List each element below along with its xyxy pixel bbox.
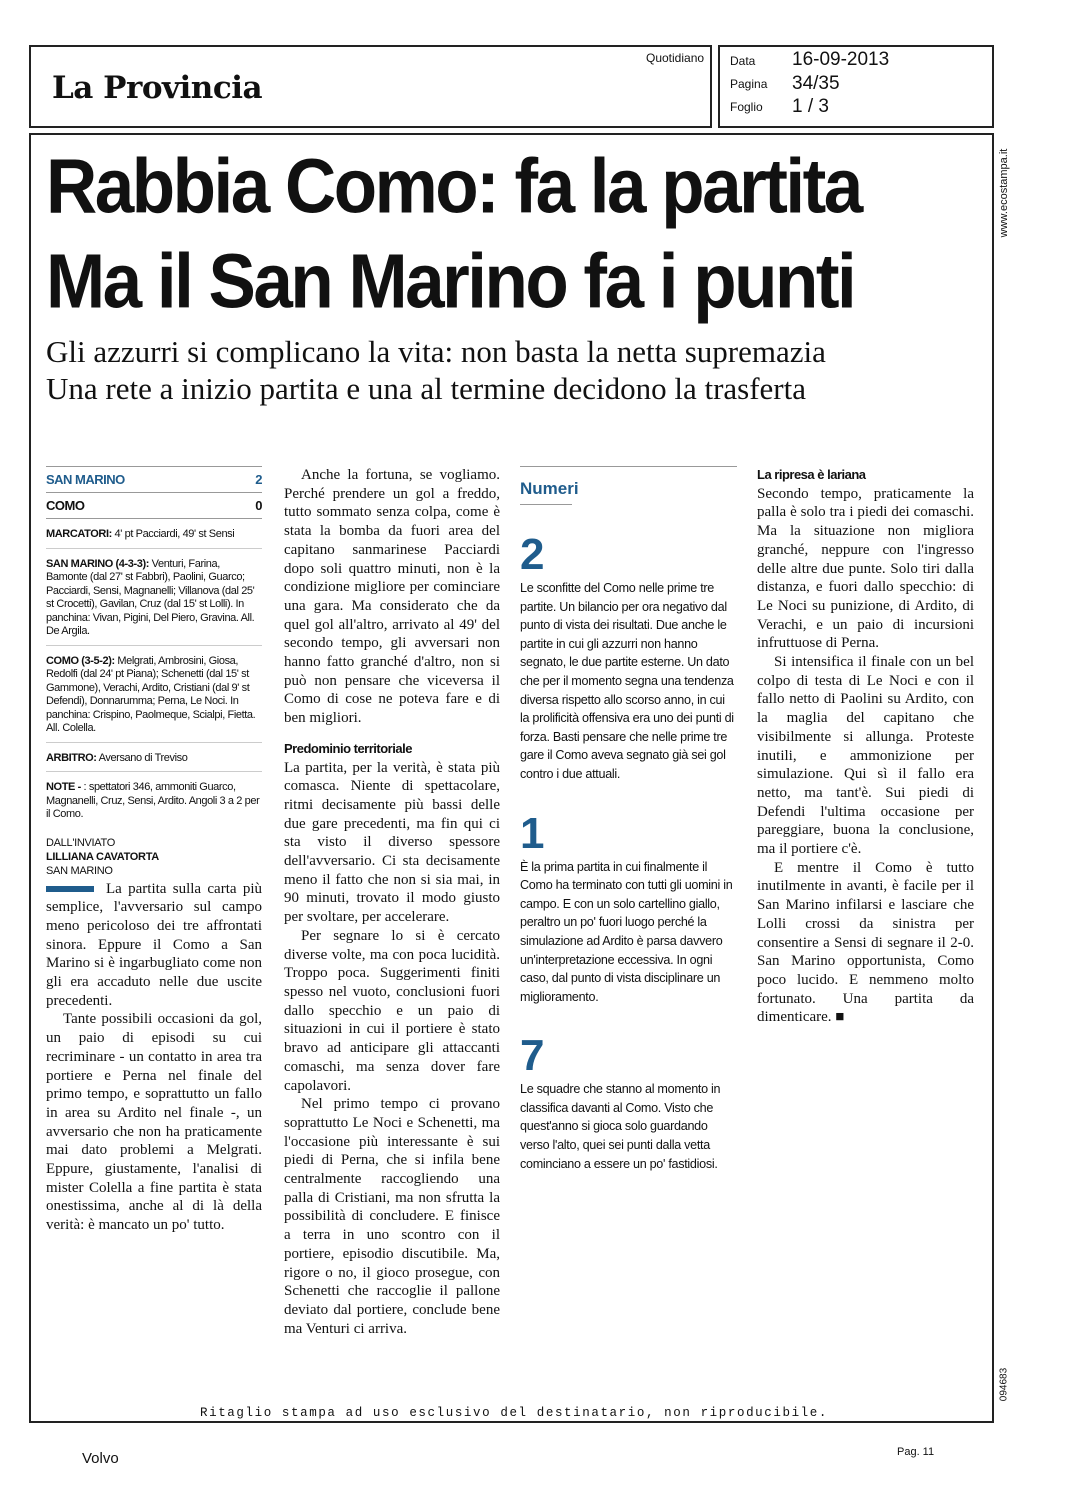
pagina-value: 34/35 bbox=[792, 73, 840, 94]
sm-label: SAN MARINO (4-3-3): bbox=[46, 557, 150, 570]
team-como: COMO bbox=[46, 498, 85, 513]
client-name: Volvo bbox=[82, 1450, 119, 1467]
quotidiano-label: Quotidiano bbox=[646, 51, 705, 65]
site-url: www.ecostampa.it bbox=[998, 148, 1010, 238]
data-value: 16-09-2013 bbox=[792, 49, 890, 70]
body-p7: Secondo tempo, praticamente la palla è solo tra i piedi dei comaschi. Ma la situazione non migliora granché, neppure con l'ingresso delle altre due punte. Solo tiri dalla distanza, e fuori dallo specchio: di Le Noci su punizione, di Ardito, di Verachi, e un paio di incursioni infruttuose di Perna. bbox=[757, 485, 974, 652]
como-label: COMO (3-5-2): bbox=[46, 654, 115, 667]
sm-text: Venturi, Farina, Bamonte (dal 27' st Fabbri), Paolini, Guarco; Pacciardi, Sensi, Magnanelli; Villanova (dal 25' st Crocetti), Gavilan, Cruz (dal 15' st Lolli). In panchina: Vivan, Pigini, Del Piero, Gravina. All. De Argila. bbox=[46, 557, 255, 637]
body-p4: La partita, per la verità, è stata più comasca. Niente di spettacolare, ritmi decisamente più bassi delle due gare precedenti, ma fin qui ci sta visto il diverso spessore dell'avversario. Ci sta decisamente meno il fatto che non si sia mai, in 90 minuti, trovato il modo giusto per svoltare, per accelerare. bbox=[284, 759, 500, 926]
column-1 bbox=[46, 466, 262, 1235]
byline-from: DALL'INVIATO bbox=[46, 836, 116, 849]
body-p8: Si intensifica il finale con un bel colpo di testa di Le Noci e con il fallo netto di Paolini su Ardito, con la maglia del capitano che visibilmente si allunga. Proteste inutili, e ammonizione per simulazione. Qui sì il fallo era netto, ma tant'è. Sui piedi di Defendi l'ultima occasione per pareggiare, buona la conclusione, ma il portiere c'è. bbox=[757, 654, 974, 858]
body-p1 bbox=[46, 880, 262, 1011]
data-label: Data bbox=[730, 54, 756, 68]
marcatori-label: MARCATORI: bbox=[46, 528, 112, 540]
arbitro-label: ARBITRO: bbox=[46, 751, 97, 764]
marcatori-text: 4' pt Pacciardi, 49' st Sensi bbox=[111, 528, 235, 540]
numeri-text-1: Le sconfitte del Como nelle prime tre partite. Un bilancio per ora negativo dal punto di vista dei risultati. Due anche le partite in cui gli azzurri non hanno segnato, le due partite esterne. Un dato che per il momento segna una tendenza diversa rispetto allo scorso anno, in cui la prolificità offensiva era uno dei punti di forza. Basti pensare che nelle prime tre gare il Como aveva segnato già sei gol contro i due attuali. bbox=[520, 581, 734, 781]
arbitro bbox=[46, 743, 262, 773]
body-start bbox=[46, 880, 262, 1235]
numeri-text-2: È la prima partita in cui finalmente il Como ha terminato con tutti gli uomini in campo. E con un solo cartellino giallo, peraltro un po' fuori luogo perché la simulazione ad Ardito è parsa davvero un'interpretazione eccessiva. In ogni caso, dal punto di vista disciplinare un miglioramento. bbox=[520, 859, 733, 1004]
lineup-san-marino bbox=[46, 549, 262, 646]
body-p6: Nel primo tempo ci provano soprattutto Le Noci e Schenetti, ma l'occasione più interessante è sui piedi di Perna, che si infila bene centralmente raccogliendo una palla di Cristiani, ma non sfrutta la possibilità di concludere. E finisce a terra in uno scontro con il portiere, episodio discutibile. Ma, rigore o no, il gioco prosegue, con Schenetti che raccoglie il pallone deviato dal portiere, conclude bene ma Venturi ci arriva. bbox=[284, 1096, 500, 1337]
arbitro-text: Aversano di Treviso bbox=[96, 751, 188, 764]
body-p2: Tante possibili occasioni da gol, un paio di episodi su cui recriminare - un contatto in area tra portiere e Perna nel finale del primo tempo, e soprattutto un fallo in area su Ardito nel finale -, un avversario che non ha praticamente mai dato problemi a Melgrati. Eppure, giustamente, l'analisi di mister Colella a fine partita è stata onestissima, anche al di là della verità: è mancato un po' tutto. bbox=[46, 1011, 262, 1234]
body-p1-text: La partita sulla carta più semplice, l'avversario sul campo meno pericoloso dei tre affrontati sinora. Eppure il Como a San Marino si è ingarbugliato come non gli era accaduto nelle due uscite precedenti. bbox=[46, 880, 262, 1009]
code-sidebar bbox=[994, 1365, 1014, 1409]
headline-line-2: Ma il San Marino fa i punti bbox=[46, 239, 855, 325]
page-number: Pag. 11 bbox=[897, 1446, 935, 1458]
body-p9: E mentre il Como è tutto inutilmente in avanti, è facile per il San Marino infilarsi e lasciare che Lolli crossi da sinistra per consentire a Sensi di segnare il 2-0. San Marino opportunista, Como poco lucido. E nemmeno molto fortunato. Una partita da dimenticare. ■ bbox=[757, 859, 974, 1026]
numeri-num-3: 7 bbox=[520, 1031, 545, 1081]
subheading-predominio: Predominio territoriale bbox=[284, 740, 412, 756]
clip-code: 094683 bbox=[998, 1367, 1010, 1402]
foglio-label: Foglio bbox=[730, 100, 763, 114]
score-como: 0 bbox=[255, 498, 262, 513]
subhead-line-1: Gli azzurri si complicano la vita: non basta la netta supremazia bbox=[46, 334, 826, 369]
lineup-como bbox=[46, 646, 262, 743]
score-san-marino: 2 bbox=[255, 472, 262, 487]
numeri-divider bbox=[520, 504, 572, 505]
body-p3: Anche la fortuna, se vogliamo. Perché prendere un gol a freddo, tutto sommato senza colpa, come è stata la bomba da fuori area del capitano sanmarinese Pacciardi dopo soli quattro minuti, non è la condizione migliore per cominciare una gara. Ma considerato che da quel gol all'altro, arrivato al 49' del secondo tempo, gli avversari non hanno fatto granché d'altro, non si può non pensare che viceversa il Como di cose ne poteva fare e di ben migliori. bbox=[284, 467, 500, 727]
note-label: NOTE - bbox=[46, 781, 81, 793]
foglio-value: 1 / 3 bbox=[792, 96, 829, 117]
body-p5: Per segnare lo si è cercato diverse volte, ma con poca lucidità. Troppo poca. Suggerimenti finiti spesso nel vuoto, conclusioni fuori dallo specchio e un paio di situazioni in cui il portiere è stato bravo ad anticipare gli attaccanti comaschi, ma senza dover fare capolavori. bbox=[284, 927, 500, 1094]
headline bbox=[46, 140, 976, 330]
numeri-num-1: 2 bbox=[520, 530, 545, 579]
site-sidebar bbox=[994, 145, 1014, 249]
newspaper-logo: La Provincia bbox=[52, 70, 263, 106]
como-text: Melgrati, Ambrosini, Giosa, Redolfi (dal 24' pt Piana); Schenetti (dal 15' st Gammone), Verachi, Ardito, Cristiani (dal 9' st Defendi), Donnarumma; Perna, Le Noci. In panchina: Crispino, Paolmeque, Scialpi, Fietta. All. Colella. bbox=[46, 654, 256, 734]
subhead-line-2: Una rete a inizio partita e una al termine decidono la trasferta bbox=[46, 371, 806, 406]
column-4 bbox=[757, 466, 974, 1027]
byline bbox=[46, 836, 262, 878]
column-2 bbox=[284, 466, 500, 1338]
ritaglio-notice: Ritaglio stampa ad uso esclusivo del destinatario, non riproducibile. bbox=[200, 1406, 828, 1420]
subheading-ripresa: La ripresa è lariana bbox=[757, 467, 866, 482]
subheadline bbox=[46, 333, 986, 407]
headline-line-1: Rabbia Como: fa la partita bbox=[46, 144, 861, 230]
numeri-num-2: 1 bbox=[520, 808, 545, 858]
byline-place: SAN MARINO bbox=[46, 864, 113, 877]
note-text: : spettatori 346, ammoniti Guarco, Magnanelli, Cruz, Sensi, Ardito. Angoli 3 a 2 per il Como. bbox=[46, 781, 260, 820]
numeri-text-3: Le squadre che stanno al momento in classifica davanti al Como. Visto che quest'anno si gioca solo guardando verso l'alto, quei sei punti dalla vetta cominciano a essere un po' fastidiosi. bbox=[520, 1082, 721, 1171]
score-row-como bbox=[46, 493, 262, 519]
team-san-marino: SAN MARINO bbox=[46, 472, 125, 487]
marcatori bbox=[46, 519, 262, 549]
lead-bar bbox=[46, 886, 94, 892]
pagina-label: Pagina bbox=[730, 77, 768, 91]
numeri-title: Numeri bbox=[520, 466, 737, 504]
byline-author: LILLIANA CAVATORTA bbox=[46, 850, 159, 863]
note bbox=[46, 772, 262, 828]
numeri-box bbox=[520, 466, 737, 1201]
score-row-san-marino bbox=[46, 466, 262, 493]
